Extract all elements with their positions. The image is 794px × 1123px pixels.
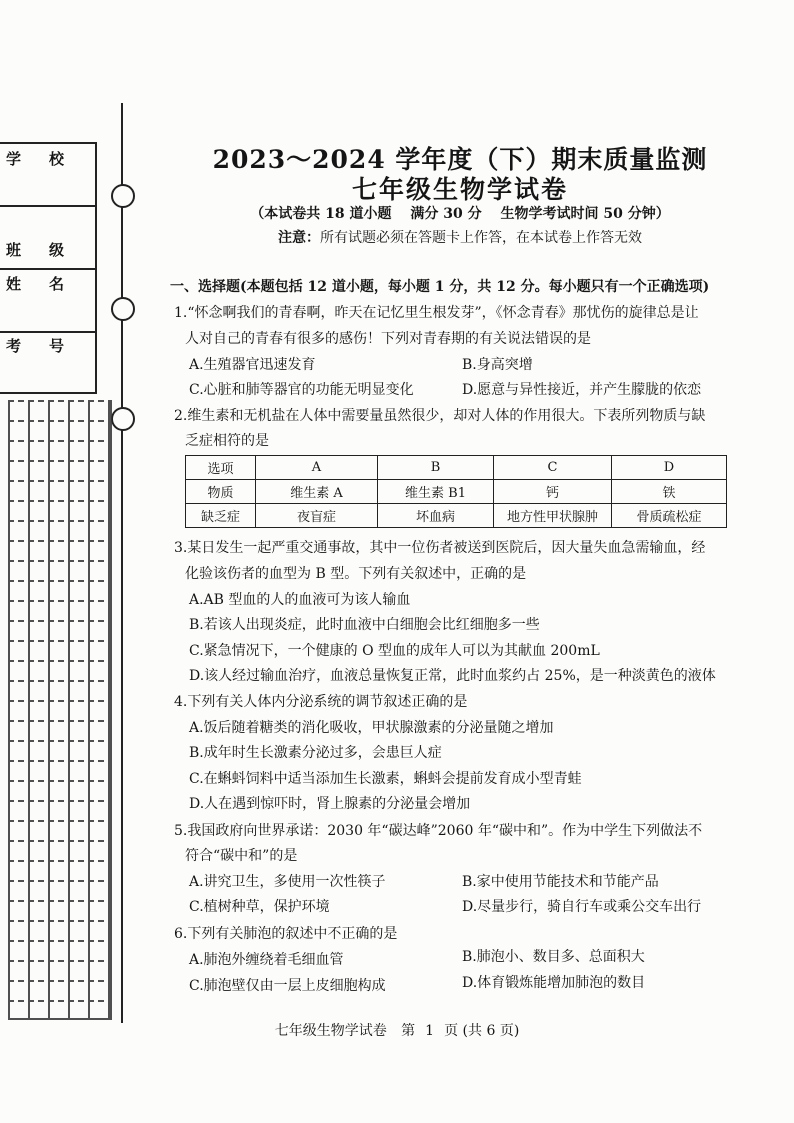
q6-stem: 6.下列有关肺泡的叙述中不正确的是 [174, 926, 398, 942]
q3-option-c[interactable]: C.紧急情况下，一个健康的 O 型血的成年人可以为其献血 200mL [189, 643, 600, 659]
notice-label: 注意： [278, 230, 320, 246]
exam-title: 2023～2024 学年度（下）期末质量监测 [212, 145, 708, 174]
exam-info [160, 203, 760, 223]
name-field[interactable] [0, 270, 95, 333]
class-label: 班 级 [6, 241, 66, 259]
table-cell: 坏血病 [378, 504, 494, 528]
table-cell: D [612, 456, 727, 480]
table-cell: C [494, 456, 612, 480]
notice-text: 所有试题必须在答题卡上作答，在本试卷上作答无效 [320, 230, 642, 246]
q6-option-a[interactable]: A.肺泡外缠绕着毛细血管 [189, 952, 344, 968]
table-cell: A [256, 456, 378, 480]
q5-stem-line2: 符合“碳中和”的是 [185, 848, 298, 864]
table-cell: 夜盲症 [256, 504, 378, 528]
q2-table [185, 455, 727, 528]
table-row [186, 504, 727, 528]
exam-duration: 生物学考试时间 50 分钟） [500, 206, 670, 222]
exam-subtitle: 七年级生物学试卷 [351, 175, 568, 204]
q4-option-c[interactable]: C.在蝌蚪饲料中适当添加生长激素，蝌蚪会提前发育成小型青蛙 [189, 771, 582, 787]
q1-stem-line1: 1.“怀念啊我们的青春啊，昨天在记忆里生根发芽”，《怀念青春》那忧伤的旋律总是让 [174, 305, 699, 321]
q3-option-d[interactable]: D.该人经过输血治疗，血液总量恢复正常，此时血浆约占 25%，是一种淡黄色的液体 [189, 668, 716, 684]
q2-stem-line1: 2.维生素和无机盐在人体中需要量虽然很少，却对人体的作用很大。下表所列物质与缺 [174, 408, 706, 424]
binding-hole-2 [111, 297, 135, 321]
table-cell: 物质 [186, 480, 256, 504]
q5-option-a[interactable]: A.讲究卫生，多使用一次性筷子 [189, 874, 386, 890]
q4-option-a[interactable]: A.饭后随着糖类的消化吸收，甲状腺激素的分泌量随之增加 [189, 720, 554, 736]
school-label: 学 校 [6, 150, 66, 168]
class-field[interactable] [0, 207, 95, 270]
table-cell: 骨质疏松症 [612, 504, 727, 528]
page-footer [0, 1020, 794, 1040]
table-cell: 钙 [494, 480, 612, 504]
school-field[interactable] [0, 144, 95, 207]
q5-option-b[interactable]: B.家中使用节能技术和节能产品 [462, 874, 659, 890]
exam-number-label: 考 号 [6, 337, 66, 355]
binding-hole-3 [111, 407, 135, 431]
q1-stem-line2: 人对自己的青春有很多的感伤！下列对青春期的有关说法错误的是 [185, 331, 591, 347]
binding-hole-1 [111, 184, 135, 208]
footer-page-prefix: 第 [401, 1023, 416, 1039]
student-info-box [0, 142, 97, 394]
q3-option-b[interactable]: B.若该人出现炎症，此时血液中白细胞会比红细胞多一些 [189, 617, 540, 633]
section-heading: 一、选择题(本题包括 12 道小题，每小题 1 分，共 12 分。每小题只有一个正确选项) [170, 279, 710, 295]
q6-option-b[interactable]: B.肺泡小、数目多、总面积大 [462, 949, 645, 965]
footer-exam-name: 七年级生物学试卷 [274, 1023, 387, 1039]
q1-option-c[interactable]: C.心脏和肺等器官的功能无明显变化 [189, 382, 414, 398]
q3-option-a[interactable]: A.AB 型血的人的血液可为该人输血 [189, 592, 411, 608]
q2-stem-line2: 乏症相符的是 [185, 433, 269, 449]
page-number: 1 [425, 1023, 435, 1039]
footer-page-suffix: 页 (共 6 页) [444, 1023, 520, 1039]
q1-option-d[interactable]: D.愿意与异性接近，并产生朦胧的依恋 [462, 382, 702, 398]
total-score: 满分 30 分 [410, 206, 482, 222]
question-count: （本试卷共 18 道小题 [250, 206, 392, 222]
table-cell: 铁 [612, 480, 727, 504]
table-cell: 地方性甲状腺肿 [494, 504, 612, 528]
table-cell: B [378, 456, 494, 480]
q5-option-d[interactable]: D.尽量步行，骑自行车或乘公交车出行 [462, 899, 702, 915]
q6-option-d[interactable]: D.体育锻炼能增加肺泡的数目 [462, 975, 646, 991]
q5-stem-line1: 5.我国政府向世界承诺：2030 年“碳达峰”2060 年“碳中和”。作为中学生下列做法不 [174, 823, 703, 839]
exam-notice [160, 227, 760, 247]
table-row [186, 480, 727, 504]
q3-stem-line1: 3.某日发生一起严重交通事故，其中一位伤者被送到医院后，因大量失血急需输血，经 [174, 540, 706, 556]
seat-grid [8, 400, 112, 1020]
q1-option-b[interactable]: B.身高突增 [462, 357, 533, 373]
table-cell: 缺乏症 [186, 504, 256, 528]
name-label: 姓 名 [6, 275, 66, 293]
q3-stem-line2: 化验该伤者的血型为 B 型。下列有关叙述中，正确的是 [185, 566, 527, 582]
table-cell: 选项 [186, 456, 256, 480]
table-row [186, 456, 727, 480]
q4-option-d[interactable]: D.人在遇到惊吓时，肾上腺素的分泌量会增加 [189, 796, 471, 812]
q1-option-a[interactable]: A.生殖器官迅速发育 [189, 357, 316, 373]
table-cell: 维生素 A [256, 480, 378, 504]
table-cell: 维生素 B1 [378, 480, 494, 504]
binding-line [121, 103, 123, 1023]
q4-option-b[interactable]: B.成年时生长激素分泌过多，会患巨人症 [189, 745, 442, 761]
q5-option-c[interactable]: C.植树种草，保护环境 [189, 899, 330, 915]
q6-option-c[interactable]: C.肺泡壁仅由一层上皮细胞构成 [189, 978, 386, 994]
exam-number-field[interactable] [0, 333, 95, 396]
q4-stem: 4.下列有关人体内分泌系统的调节叙述正确的是 [174, 694, 468, 710]
